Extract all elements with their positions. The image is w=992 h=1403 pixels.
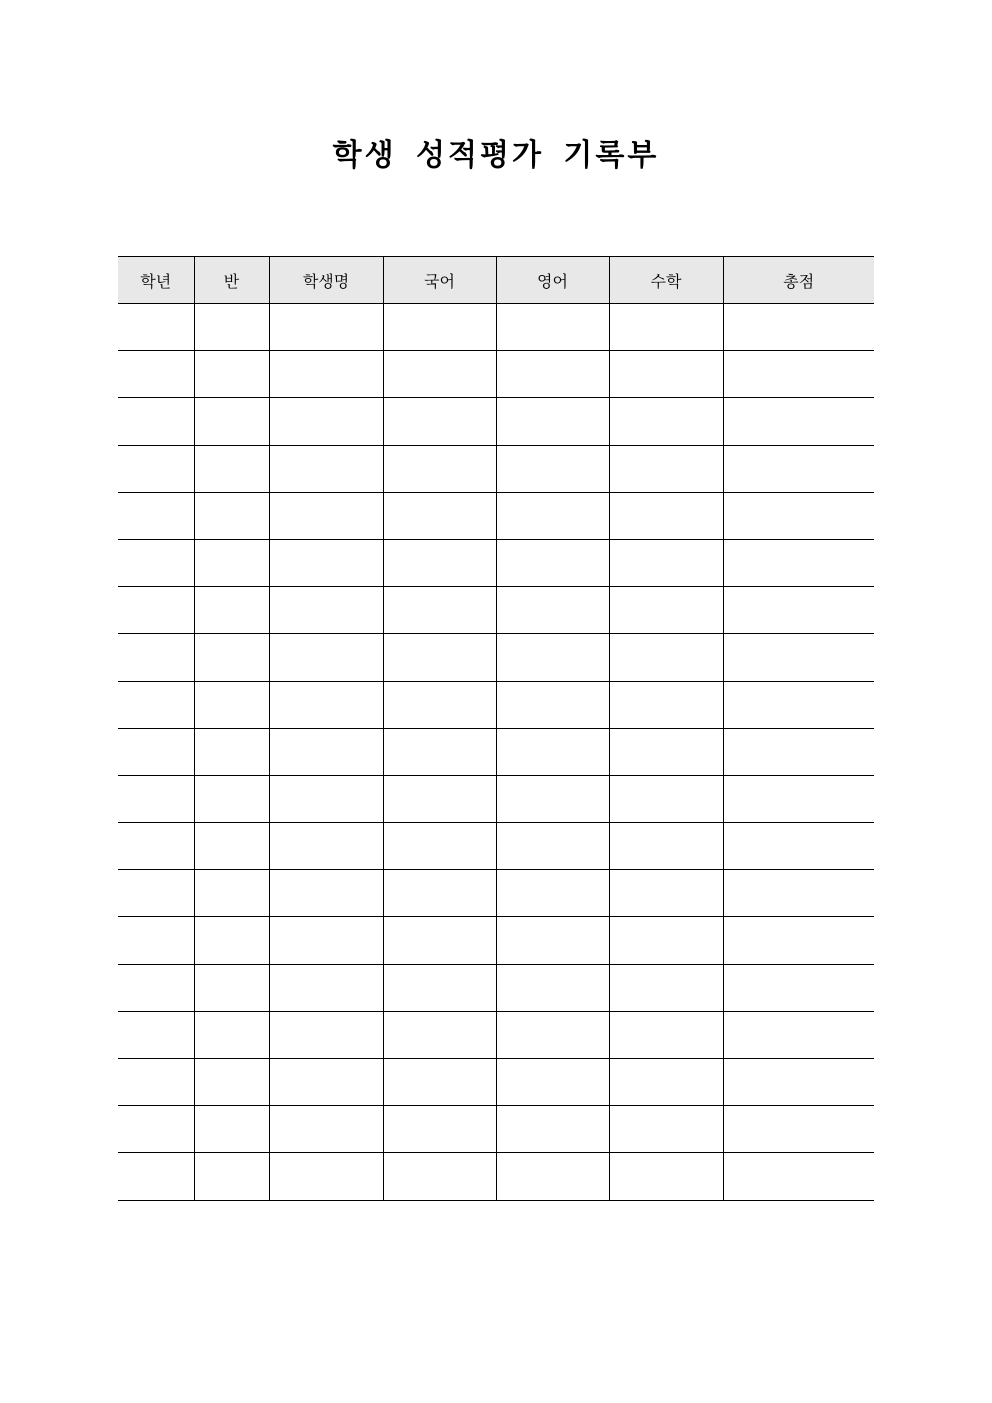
cell-class[interactable]	[194, 917, 269, 964]
table-row	[118, 681, 874, 728]
cell-class[interactable]	[194, 1011, 269, 1058]
cell-student-name[interactable]	[269, 398, 383, 445]
cell-total[interactable]	[723, 587, 874, 634]
cell-math[interactable]	[609, 1106, 723, 1153]
cell-class[interactable]	[194, 728, 269, 775]
cell-grade[interactable]	[118, 775, 194, 822]
cell-korean[interactable]	[383, 634, 496, 681]
cell-english[interactable]	[496, 304, 609, 351]
cell-korean[interactable]	[383, 1059, 496, 1106]
grade-record-table	[118, 256, 874, 1201]
cell-korean[interactable]	[383, 304, 496, 351]
table-row	[118, 1106, 874, 1153]
cell-student-name[interactable]	[269, 445, 383, 492]
header-total: 총점	[723, 257, 874, 304]
cell-korean[interactable]	[383, 445, 496, 492]
cell-class[interactable]	[194, 351, 269, 398]
cell-total[interactable]	[723, 398, 874, 445]
cell-class[interactable]	[194, 681, 269, 728]
cell-korean[interactable]	[383, 398, 496, 445]
cell-english[interactable]	[496, 445, 609, 492]
cell-korean[interactable]	[383, 539, 496, 586]
cell-english[interactable]	[496, 587, 609, 634]
cell-english[interactable]	[496, 681, 609, 728]
cell-math[interactable]	[609, 398, 723, 445]
cell-total[interactable]	[723, 728, 874, 775]
cell-total[interactable]	[723, 539, 874, 586]
cell-english[interactable]	[496, 634, 609, 681]
table-row	[118, 964, 874, 1011]
header-row	[118, 257, 874, 304]
cell-korean[interactable]	[383, 870, 496, 917]
header-grade: 학년	[118, 257, 194, 304]
cell-korean[interactable]	[383, 728, 496, 775]
header-class: 반	[194, 257, 269, 304]
cell-english[interactable]	[496, 964, 609, 1011]
cell-grade[interactable]	[118, 1011, 194, 1058]
cell-english[interactable]	[496, 492, 609, 539]
cell-grade[interactable]	[118, 917, 194, 964]
cell-korean[interactable]	[383, 1153, 496, 1200]
table-row	[118, 870, 874, 917]
cell-student-name[interactable]	[269, 634, 383, 681]
cell-english[interactable]	[496, 398, 609, 445]
cell-class[interactable]	[194, 398, 269, 445]
document-title: 학생 성적평가 기록부	[332, 138, 660, 173]
cell-total[interactable]	[723, 1153, 874, 1200]
table-row	[118, 445, 874, 492]
header-student-name: 학생명	[269, 257, 383, 304]
cell-class[interactable]	[194, 445, 269, 492]
cell-grade[interactable]	[118, 823, 194, 870]
cell-math[interactable]	[609, 775, 723, 822]
cell-student-name[interactable]	[269, 1106, 383, 1153]
cell-student-name[interactable]	[269, 964, 383, 1011]
cell-student-name[interactable]	[269, 1011, 383, 1058]
cell-english[interactable]	[496, 775, 609, 822]
table-row	[118, 587, 874, 634]
cell-total[interactable]	[723, 1059, 874, 1106]
cell-class[interactable]	[194, 964, 269, 1011]
cell-korean[interactable]	[383, 1106, 496, 1153]
cell-student-name[interactable]	[269, 681, 383, 728]
cell-class[interactable]	[194, 304, 269, 351]
cell-total[interactable]	[723, 775, 874, 822]
table-row	[118, 1011, 874, 1058]
table-row	[118, 634, 874, 681]
cell-student-name[interactable]	[269, 351, 383, 398]
cell-math[interactable]	[609, 1011, 723, 1058]
cell-class[interactable]	[194, 1153, 269, 1200]
cell-grade[interactable]	[118, 351, 194, 398]
cell-math[interactable]	[609, 492, 723, 539]
cell-class[interactable]	[194, 823, 269, 870]
cell-total[interactable]	[723, 445, 874, 492]
cell-total[interactable]	[723, 1011, 874, 1058]
cell-korean[interactable]	[383, 492, 496, 539]
cell-class[interactable]	[194, 1059, 269, 1106]
cell-class[interactable]	[194, 870, 269, 917]
cell-grade[interactable]	[118, 870, 194, 917]
cell-grade[interactable]	[118, 304, 194, 351]
table-row	[118, 823, 874, 870]
cell-grade[interactable]	[118, 1059, 194, 1106]
table-row	[118, 917, 874, 964]
cell-grade[interactable]	[118, 1153, 194, 1200]
cell-grade[interactable]	[118, 445, 194, 492]
cell-math[interactable]	[609, 634, 723, 681]
cell-grade[interactable]	[118, 492, 194, 539]
cell-total[interactable]	[723, 917, 874, 964]
cell-math[interactable]	[609, 728, 723, 775]
cell-english[interactable]	[496, 1059, 609, 1106]
cell-english[interactable]	[496, 1011, 609, 1058]
cell-math[interactable]	[609, 870, 723, 917]
header-math: 수학	[609, 257, 723, 304]
cell-grade[interactable]	[118, 964, 194, 1011]
cell-grade[interactable]	[118, 539, 194, 586]
cell-english[interactable]	[496, 823, 609, 870]
table-header	[118, 257, 874, 304]
cell-total[interactable]	[723, 964, 874, 1011]
cell-grade[interactable]	[118, 587, 194, 634]
cell-student-name[interactable]	[269, 870, 383, 917]
cell-english[interactable]	[496, 351, 609, 398]
table-row	[118, 398, 874, 445]
cell-total[interactable]	[723, 634, 874, 681]
cell-student-name[interactable]	[269, 917, 383, 964]
cell-total[interactable]	[723, 681, 874, 728]
cell-class[interactable]	[194, 492, 269, 539]
header-english: 영어	[496, 257, 609, 304]
cell-total[interactable]	[723, 823, 874, 870]
cell-math[interactable]	[609, 351, 723, 398]
cell-korean[interactable]	[383, 681, 496, 728]
table-row	[118, 351, 874, 398]
cell-total[interactable]	[723, 870, 874, 917]
cell-korean[interactable]	[383, 823, 496, 870]
cell-english[interactable]	[496, 1106, 609, 1153]
table-row	[118, 775, 874, 822]
cell-class[interactable]	[194, 1106, 269, 1153]
cell-math[interactable]	[609, 587, 723, 634]
cell-math[interactable]	[609, 823, 723, 870]
cell-grade[interactable]	[118, 681, 194, 728]
cell-math[interactable]	[609, 964, 723, 1011]
cell-student-name[interactable]	[269, 1059, 383, 1106]
cell-grade[interactable]	[118, 634, 194, 681]
cell-korean[interactable]	[383, 351, 496, 398]
cell-class[interactable]	[194, 587, 269, 634]
cell-math[interactable]	[609, 304, 723, 351]
cell-english[interactable]	[496, 539, 609, 586]
cell-math[interactable]	[609, 445, 723, 492]
cell-math[interactable]	[609, 681, 723, 728]
cell-english[interactable]	[496, 728, 609, 775]
cell-total[interactable]	[723, 351, 874, 398]
cell-grade[interactable]	[118, 1106, 194, 1153]
cell-student-name[interactable]	[269, 587, 383, 634]
header-korean: 국어	[383, 257, 496, 304]
cell-math[interactable]	[609, 1059, 723, 1106]
cell-korean[interactable]	[383, 587, 496, 634]
cell-english[interactable]	[496, 917, 609, 964]
cell-student-name[interactable]	[269, 728, 383, 775]
cell-student-name[interactable]	[269, 539, 383, 586]
table-row	[118, 728, 874, 775]
cell-student-name[interactable]	[269, 1153, 383, 1200]
table-row	[118, 304, 874, 351]
cell-total[interactable]	[723, 492, 874, 539]
table-body	[118, 304, 874, 1201]
cell-korean[interactable]	[383, 964, 496, 1011]
cell-student-name[interactable]	[269, 775, 383, 822]
cell-total[interactable]	[723, 1106, 874, 1153]
cell-math[interactable]	[609, 917, 723, 964]
cell-student-name[interactable]	[269, 304, 383, 351]
table-row	[118, 539, 874, 586]
cell-korean[interactable]	[383, 1011, 496, 1058]
cell-class[interactable]	[194, 539, 269, 586]
cell-class[interactable]	[194, 775, 269, 822]
cell-math[interactable]	[609, 539, 723, 586]
cell-student-name[interactable]	[269, 492, 383, 539]
cell-student-name[interactable]	[269, 823, 383, 870]
cell-class[interactable]	[194, 634, 269, 681]
cell-grade[interactable]	[118, 728, 194, 775]
cell-math[interactable]	[609, 1153, 723, 1200]
cell-english[interactable]	[496, 1153, 609, 1200]
table-row	[118, 1153, 874, 1200]
cell-grade[interactable]	[118, 398, 194, 445]
cell-total[interactable]	[723, 304, 874, 351]
table-row	[118, 492, 874, 539]
cell-korean[interactable]	[383, 775, 496, 822]
cell-korean[interactable]	[383, 917, 496, 964]
cell-english[interactable]	[496, 870, 609, 917]
table-row	[118, 1059, 874, 1106]
